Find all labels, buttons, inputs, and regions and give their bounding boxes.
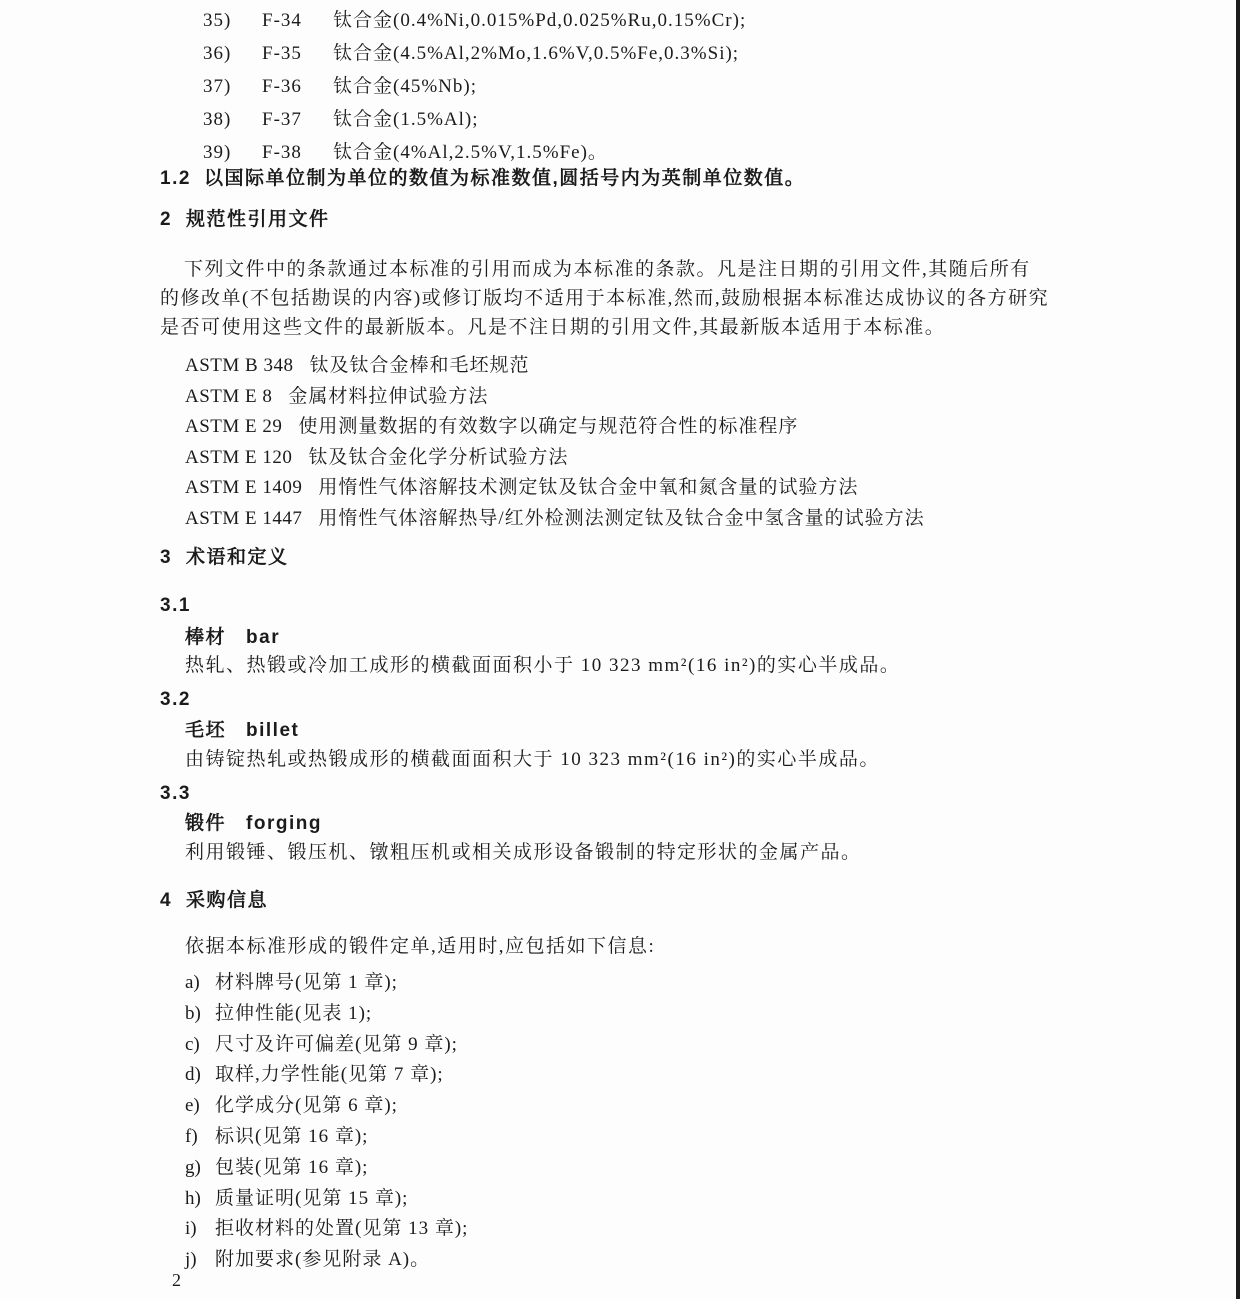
- section-number: 4: [160, 890, 173, 911]
- term-3-3-title: [185, 813, 322, 835]
- item-number: 35): [203, 10, 232, 31]
- list-item: [185, 1030, 468, 1061]
- grade-description: 钛合金(1.5%Al);: [333, 109, 479, 130]
- scan-edge-line: [1236, 0, 1240, 1299]
- item-text: 标识(见第 16 章);: [215, 1125, 369, 1147]
- term-en: bar: [246, 627, 281, 648]
- item-text: 化学成分(见第 6 章);: [215, 1095, 398, 1117]
- standard-code: ASTM E 1409: [185, 477, 303, 498]
- list-item: [185, 1091, 468, 1122]
- term-en: forging: [246, 813, 322, 834]
- reference-item: [185, 473, 925, 504]
- section-4-heading: [160, 890, 268, 912]
- list-item: [185, 968, 468, 999]
- paragraph-line: 的修改单(不包括勘误的内容)或修订版均不适用于本标准,然而,鼓励根据本标准达成协议的各方研究: [160, 288, 1050, 309]
- item-number: 38): [203, 109, 232, 130]
- term-3-1-number: 3.1: [160, 595, 191, 616]
- item-letter: f): [185, 1125, 198, 1147]
- standard-code: ASTM E 29: [185, 416, 283, 437]
- item-letter: j): [185, 1249, 197, 1271]
- item-letter: d): [185, 1064, 201, 1086]
- item-text: 包装(见第 16 章);: [215, 1156, 369, 1178]
- alloy-grade-list: [203, 4, 746, 169]
- section-title: 采购信息: [186, 890, 269, 911]
- grade-code: F-34: [262, 10, 302, 31]
- list-item: [185, 1153, 468, 1184]
- reference-item: [185, 382, 925, 413]
- term-3-2-number: 3.2: [160, 689, 191, 710]
- item-number: 36): [203, 43, 232, 64]
- clause-number: 1.2: [160, 168, 191, 189]
- item-letter: a): [185, 972, 200, 993]
- grade-description: 钛合金(45%Nb);: [333, 76, 477, 97]
- grade-description: 钛合金(4%Al,2.5%V,1.5%Fe)。: [333, 142, 608, 163]
- grade-code: F-37: [262, 109, 302, 130]
- term-3-1-title: [185, 627, 280, 649]
- normative-references-paragraph: [160, 255, 1120, 342]
- clause-text: 以国际单位制为单位的数值为标准数值,圆括号内为英制单位数值。: [204, 168, 806, 189]
- grade-description: 钛合金(0.4%Ni,0.015%Pd,0.025%Ru,0.15%Cr);: [333, 10, 747, 31]
- item-letter: i): [185, 1218, 197, 1240]
- grade-code: F-38: [262, 142, 302, 163]
- term-en: billet: [246, 720, 300, 741]
- grade-code: F-35: [262, 43, 302, 64]
- item-letter: b): [185, 1002, 201, 1024]
- list-item: [203, 136, 746, 169]
- clause-1-2: [160, 168, 805, 190]
- item-letter: g): [185, 1156, 201, 1178]
- item-number: 37): [203, 76, 232, 97]
- standard-title: 金属材料拉伸试验方法: [288, 385, 489, 407]
- list-item: [203, 70, 746, 103]
- section-title: 规范性引用文件: [186, 209, 330, 230]
- list-item: [185, 1184, 468, 1215]
- standard-title: 用惰性气体溶解技术测定钛及钛合金中氧和氮含量的试验方法: [318, 477, 859, 498]
- term-3-3-number: 3.3: [160, 783, 191, 804]
- item-text: 质量证明(见第 15 章);: [215, 1187, 409, 1209]
- item-letter: c): [185, 1033, 200, 1055]
- item-text: 尺寸及许可偏差(见第 9 章);: [215, 1033, 458, 1055]
- section-title: 术语和定义: [186, 547, 289, 568]
- term-3-2-title: [185, 720, 299, 742]
- list-item: [185, 1245, 468, 1276]
- reference-item: [185, 351, 925, 382]
- reference-item: [185, 412, 925, 443]
- standard-title: 钛及钛合金化学分析试验方法: [308, 446, 569, 468]
- reference-item: [185, 443, 925, 474]
- list-item: [185, 999, 468, 1030]
- standard-code: ASTM E 120: [185, 446, 293, 468]
- standard-code: ASTM E 8: [185, 385, 273, 407]
- term-3-1-definition: 热轧、热锻或冷加工成形的横截面面积小于 10 323 mm²(16 in²)的实心半成品。: [185, 655, 901, 676]
- standard-title: 用惰性气体溶解热导/红外检测法测定钛及钛合金中氢含量的试验方法: [318, 507, 925, 529]
- grade-description: 钛合金(4.5%Al,2%Mo,1.6%V,0.5%Fe,0.3%Si);: [333, 43, 740, 64]
- item-text: 取样,力学性能(见第 7 章);: [215, 1064, 444, 1086]
- term-zh: 毛坯: [185, 720, 227, 741]
- section-3-heading: [160, 547, 289, 569]
- section-2-heading: [160, 209, 330, 231]
- term-3-3-definition: 利用锻锤、锻压机、镦粗压机或相关成形设备锻制的特定形状的金属产品。: [185, 842, 862, 863]
- item-letter: e): [185, 1095, 200, 1117]
- paragraph-line: 是否可使用这些文件的最新版本。凡是不注日期的引用文件,其最新版本适用于本标准。: [160, 317, 946, 338]
- purchase-info-intro: 依据本标准形成的锻件定单,适用时,应包括如下信息:: [185, 936, 656, 957]
- grade-code: F-36: [262, 76, 302, 97]
- section-number: 3: [160, 547, 173, 568]
- list-item: [185, 1122, 468, 1153]
- item-number: 39): [203, 142, 232, 163]
- list-item: [203, 37, 746, 70]
- list-item: [203, 4, 746, 37]
- term-3-2-definition: 由铸锭热轧或热锻成形的横截面面积大于 10 323 mm²(16 in²)的实心半成品。: [185, 749, 880, 770]
- purchase-info-list: [185, 968, 468, 1276]
- term-zh: 锻件: [185, 813, 227, 834]
- item-letter: h): [185, 1187, 201, 1209]
- reference-item: [185, 504, 925, 535]
- standard-code: ASTM B 348: [185, 355, 294, 376]
- paragraph-line: 下列文件中的条款通过本标准的引用而成为本标准的条款。凡是注日期的引用文件,其随后所有: [184, 259, 1031, 280]
- standard-code: ASTM E 1447: [185, 507, 303, 529]
- item-text: 材料牌号(见第 1 章);: [215, 972, 398, 993]
- list-item: [203, 103, 746, 136]
- item-text: 拒收材料的处置(见第 13 章);: [215, 1218, 469, 1240]
- list-item: [185, 1214, 468, 1245]
- item-text: 附加要求(参见附录 A)。: [215, 1249, 431, 1271]
- term-zh: 棒材: [185, 627, 227, 648]
- page-number: 2: [172, 1270, 181, 1290]
- section-number: 2: [160, 209, 173, 230]
- item-text: 拉伸性能(见表 1);: [215, 1002, 373, 1024]
- standard-title: 使用测量数据的有效数字以确定与规范符合性的标准程序: [298, 416, 799, 437]
- reference-list: [185, 351, 925, 534]
- list-item: [185, 1060, 468, 1091]
- standard-title: 钛及钛合金棒和毛坯规范: [309, 355, 530, 376]
